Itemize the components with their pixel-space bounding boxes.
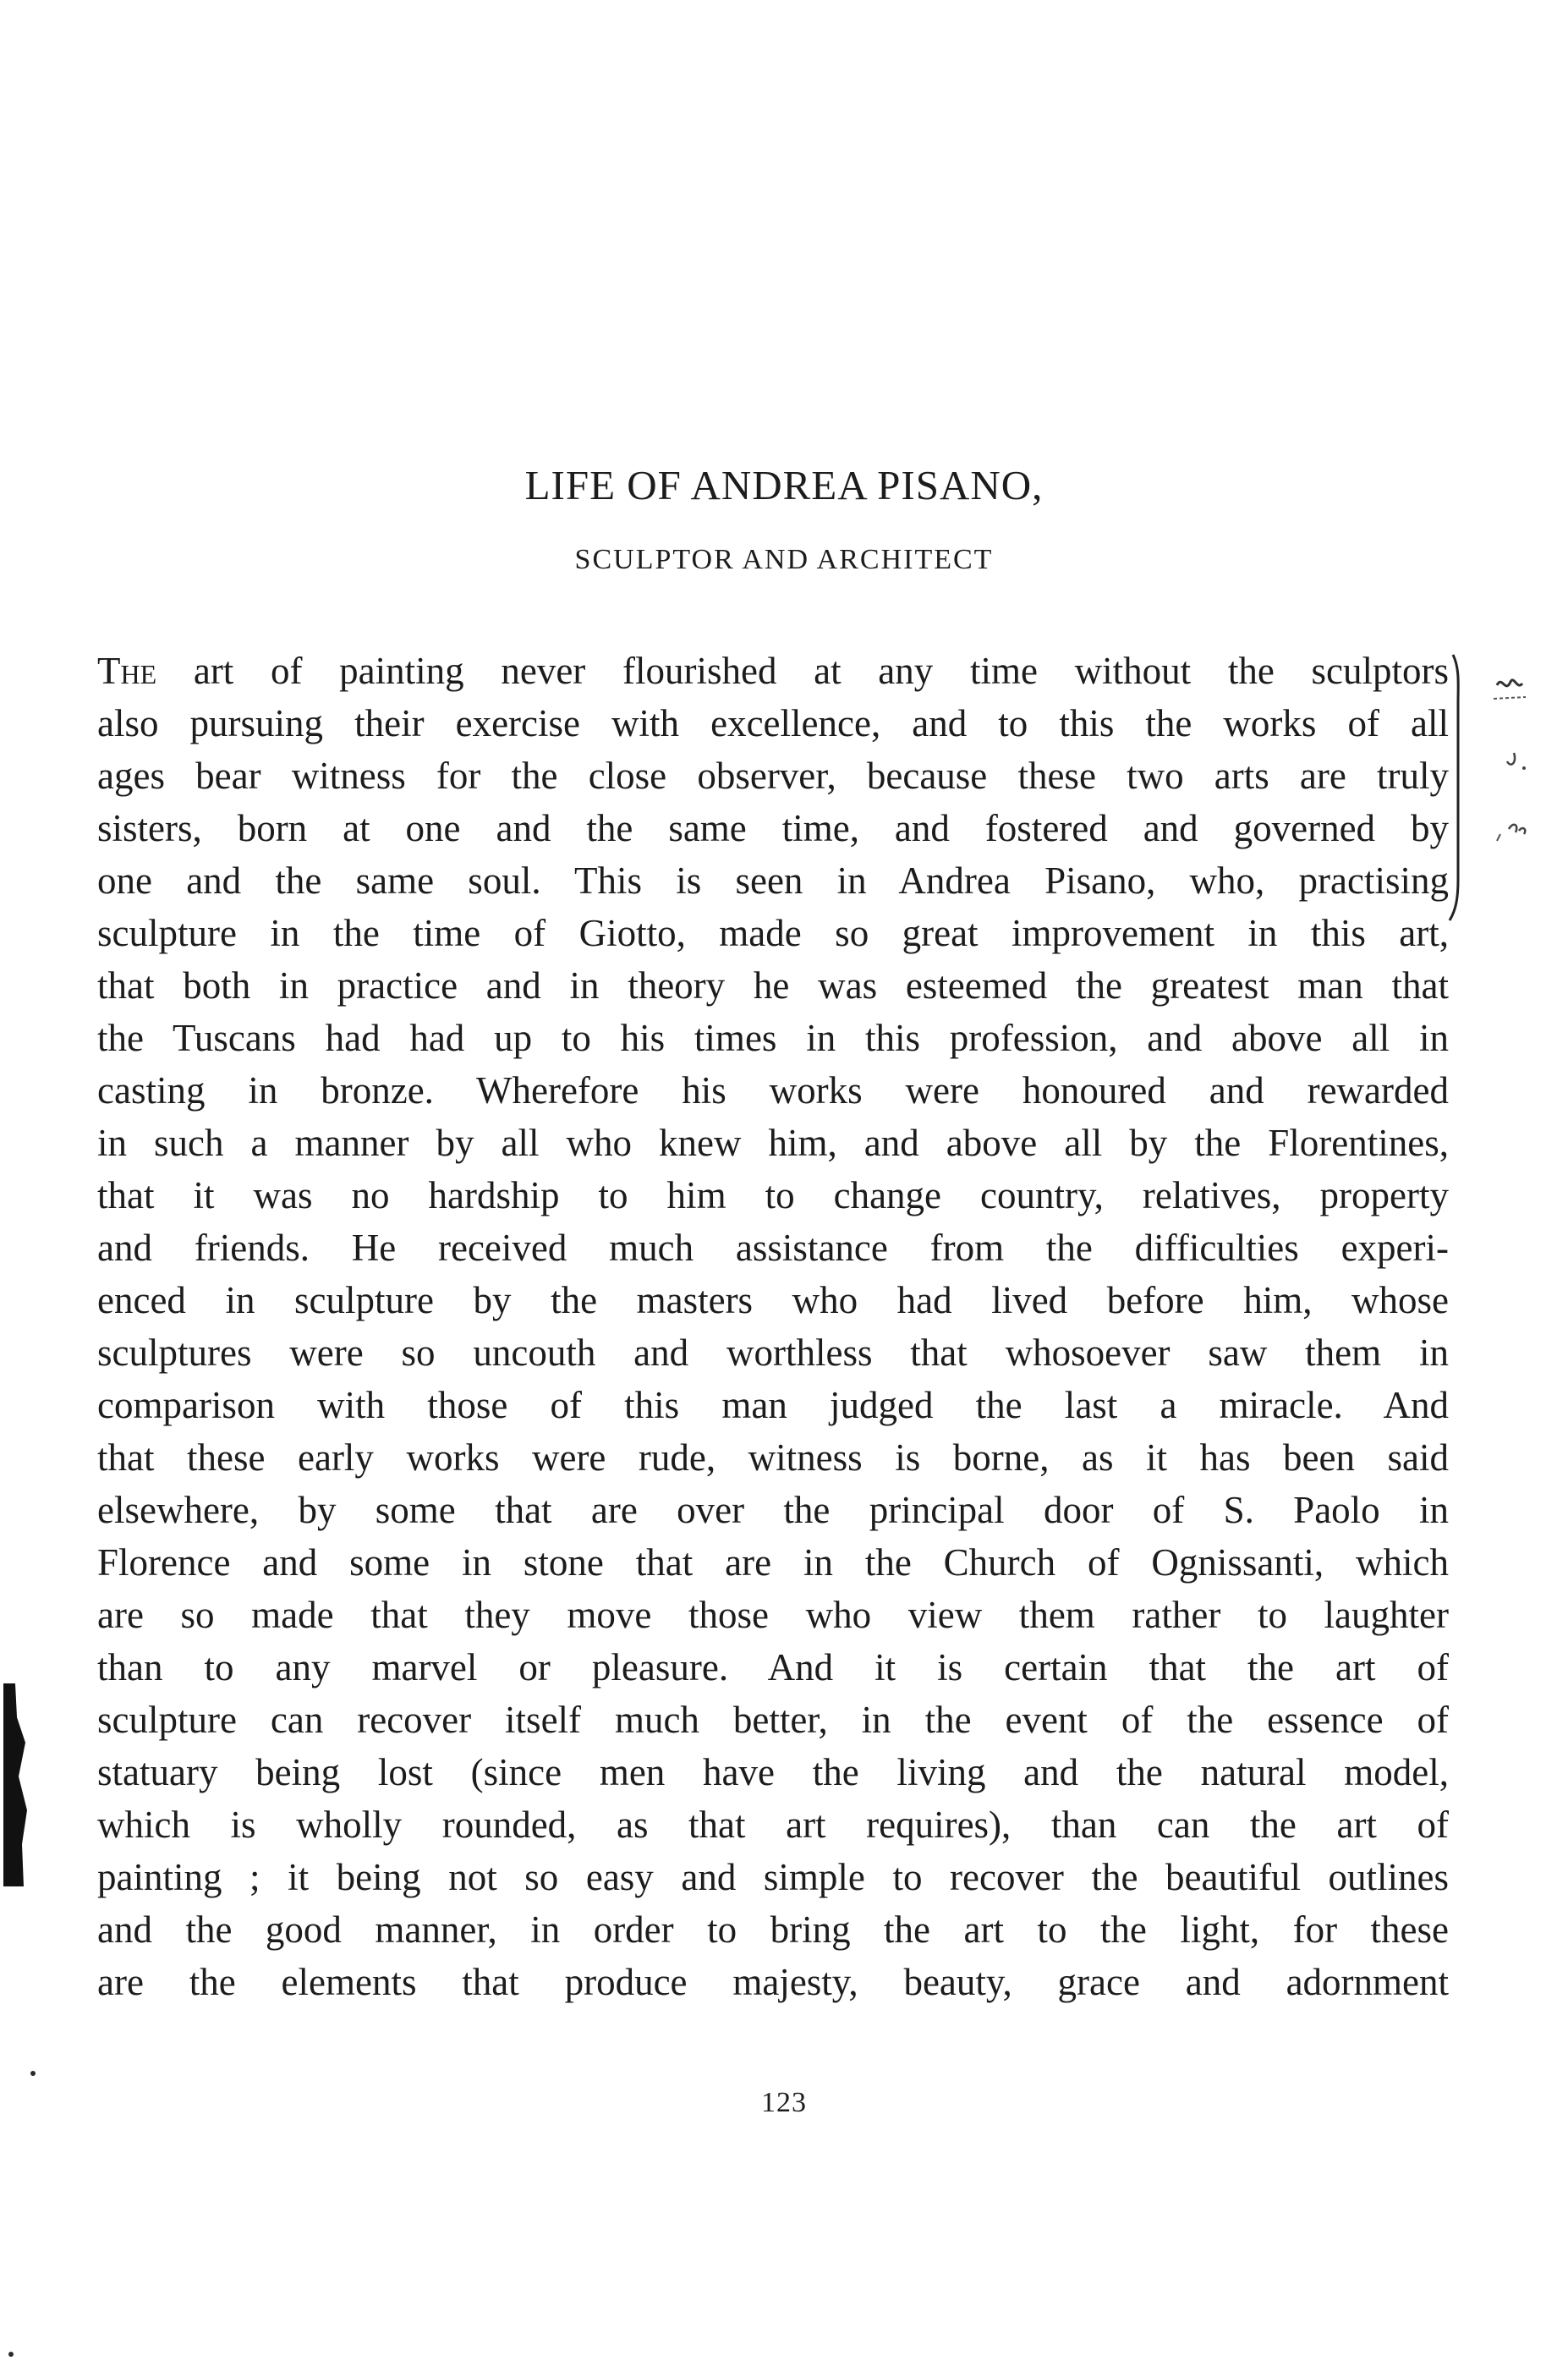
text-line: painting ; it being not so easy and simple to recover the beautiful outlines xyxy=(97,1856,1449,1898)
text-line: that these early works were rude, witness is borne, as it has been said xyxy=(97,1436,1449,1479)
lead-word: The xyxy=(97,650,157,692)
text-line: which is wholly rounded, as that art requires), than can the art of xyxy=(97,1804,1449,1846)
text-line: that it was no hardship to him to change country, relatives, property xyxy=(97,1174,1449,1216)
text-line: ages bear witness for the close observer, because these two arts are truly xyxy=(97,755,1449,797)
text-line: the Tuscans had had up to his times in this profession, and above all in xyxy=(97,1017,1449,1059)
chapter-subtitle: SCULPTOR AND ARCHITECT xyxy=(574,544,994,575)
text-line: sculpture in the time of Giotto, made so great improvement in this art, xyxy=(97,912,1449,954)
page-number: 123 xyxy=(761,2087,807,2118)
handwritten-margin-note xyxy=(1489,660,1565,880)
text-line: Florence and some in stone that are in the Church of Ognissanti, which xyxy=(97,1541,1449,1584)
text-line: and friends. He received much assistance from the difficulties experi- xyxy=(97,1227,1449,1269)
text-line: sculpture can recover itself much better, in the event of the essence of xyxy=(97,1699,1449,1741)
first-line-rest: art of painting never flourished at any time without the sculptors xyxy=(156,650,1449,692)
body-paragraph xyxy=(97,645,1449,2008)
text-line: and the good manner, in order to bring the art to the light, for these xyxy=(97,1908,1449,1951)
text-line: are the elements that produce majesty, beauty, grace and adornment xyxy=(97,1961,1449,2003)
text-line-1 xyxy=(97,645,1449,697)
chapter-title: LIFE OF ANDREA PISANO, xyxy=(524,462,1044,508)
text-line: enced in sculpture by the masters who had lived before him, whose xyxy=(97,1279,1449,1321)
text-line: also pursuing their exercise with excellence, and to this the works of all xyxy=(97,702,1449,744)
text-line: statuary being lost (since men have the living and the natural model, xyxy=(97,1751,1449,1793)
text-line: sculptures were so uncouth and worthless that whosoever saw them in xyxy=(97,1332,1449,1374)
margin-bracket-mark xyxy=(1448,651,1477,922)
binding-edge-artifact xyxy=(0,1683,34,1886)
text-line: elsewhere, by some that are over the principal door of S. Paolo in xyxy=(97,1489,1449,1531)
stray-speck xyxy=(30,2071,36,2076)
text-line: in such a manner by all who knew him, and above all by the Florentines, xyxy=(97,1122,1449,1164)
text-line: casting in bronze. Wherefore his works were honoured and rewarded xyxy=(97,1069,1449,1112)
text-line: that both in practice and in theory he was esteemed the greatest man that xyxy=(97,964,1449,1007)
text-line: one and the same soul. This is seen in Andrea Pisano, who, practising xyxy=(97,859,1449,902)
text-line: sisters, born at one and the same time, and fostered and governed by xyxy=(97,807,1449,849)
text-line: comparison with those of this man judged the last a miracle. And xyxy=(97,1384,1449,1426)
text-line: are so made that they move those who view them rather to laughter xyxy=(97,1594,1449,1636)
text-line: than to any marvel or pleasure. And it is certain that the art of xyxy=(97,1646,1449,1688)
stray-speck xyxy=(8,2352,14,2357)
